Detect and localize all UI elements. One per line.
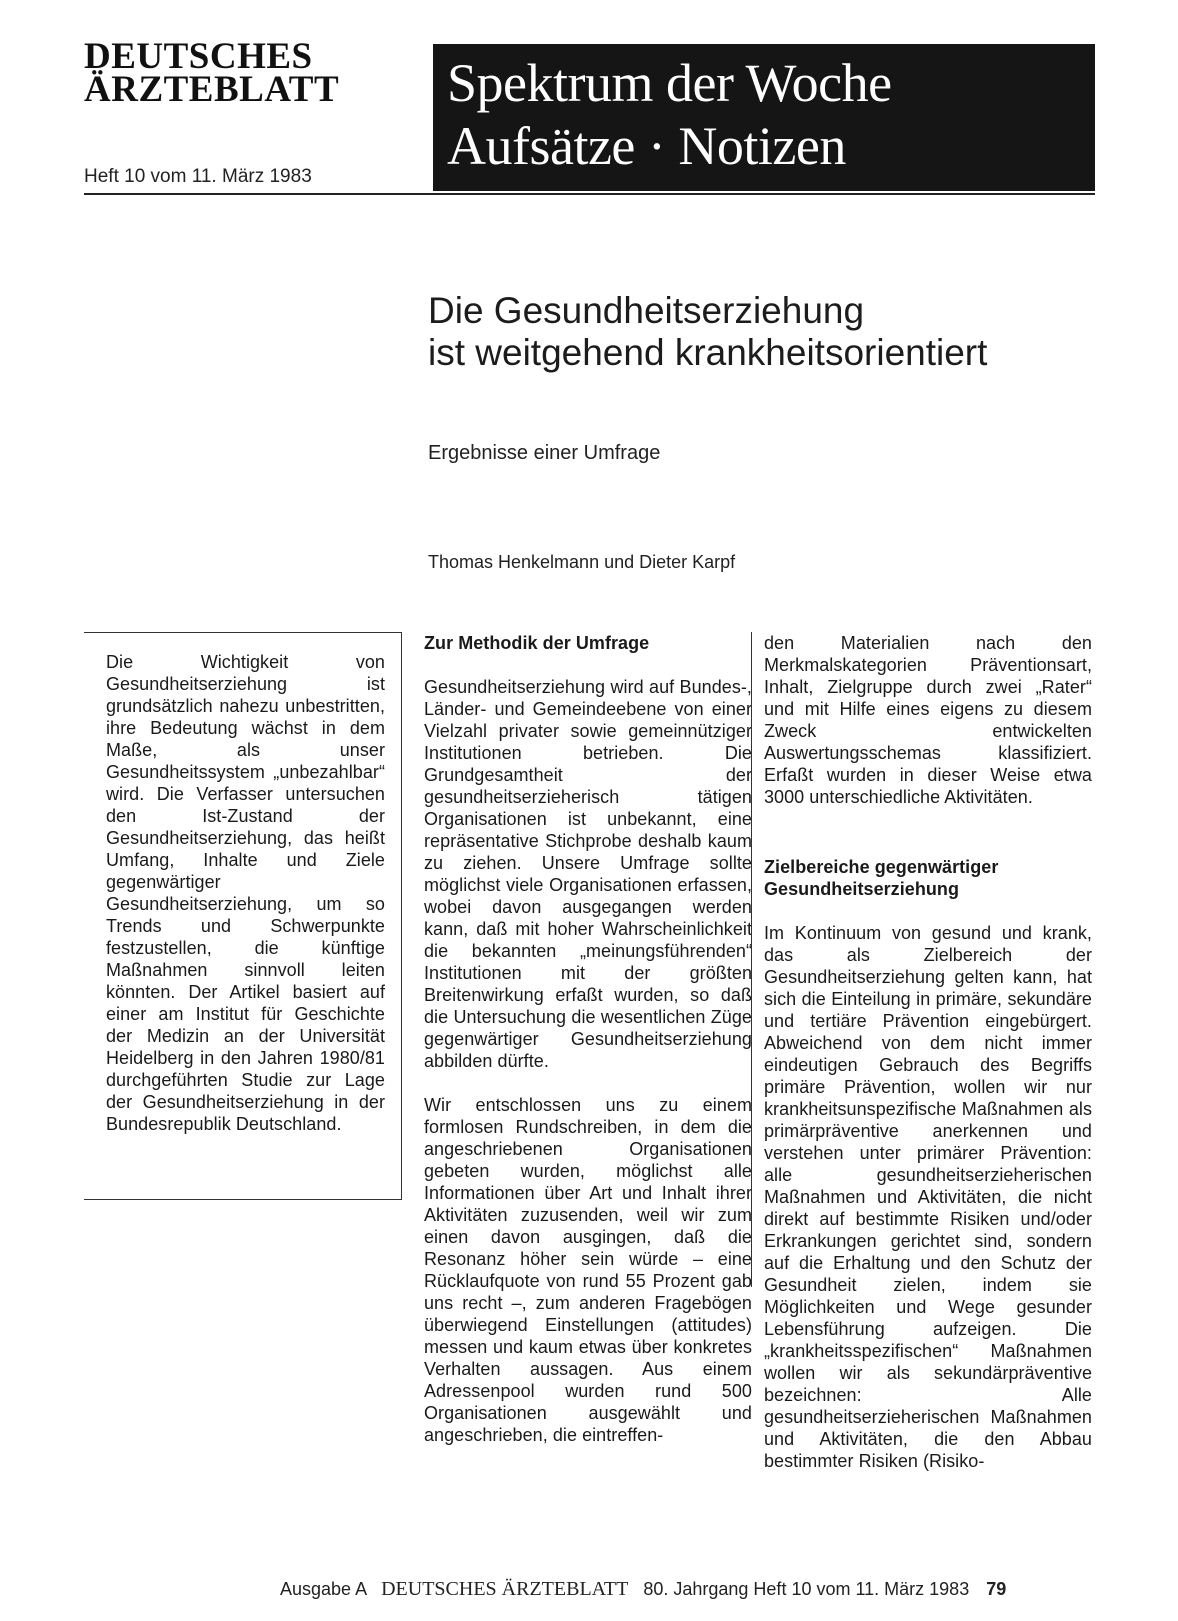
title-line-2: ist weitgehend krankheitsorientiert bbox=[428, 332, 988, 373]
footer-volume: 80. Jahrgang Heft 10 vom 11. März 1983 bbox=[643, 1579, 970, 1599]
article-authors: Thomas Henkelmann und Dieter Karpf bbox=[428, 552, 736, 572]
masthead-line-2: ÄRZTEBLATT bbox=[84, 69, 340, 110]
paragraph-targets-1: Im Kontinuum von gesund und krank, das als Zielbereich der Gesundheitserziehung gelten kann, hat sich die Einteilung in primäre, sekundäre und tertiäre Prävention eingebürgert. Abweichend von dem nicht immer eindeutigen Gebrauch des Begriffs primäre Prävention, wollen wir nur krankheitsunspezifische Maßnahmen als primärpräventive anerkennen und verstehen unter primärer Prävention: alle gesundheitserzieherischen Maßnahmen und Aktivitäten, die nicht direkt auf bestimmte Risiken und/oder Erkrankungen gerichtet sind, sondern auf die Erhaltung und den Schutz der Gesundheit zielen, indem sie Möglichkeiten und Wege gesunder Lebensführung aufzeigen. Die „krankheitsspezifischen“ Maßnahmen wollen wir als sekundärpräventive bezeichnen: Alle gesundheitserzieherischen Maßnahmen und Aktivitäten, die den Abbau bestimmter Risiken (Risiko- bbox=[764, 923, 1092, 1471]
section-banner bbox=[433, 44, 1095, 191]
page-number: 79 bbox=[986, 1579, 1007, 1599]
footer-journal: DEUTSCHES ÄRZTEBLATT bbox=[381, 1578, 629, 1600]
page-footer bbox=[280, 1578, 1102, 1601]
section-title: Spektrum der Woche bbox=[447, 53, 892, 113]
section-heading-targets: Zielbereiche gegenwärtiger Gesundheitserziehung bbox=[764, 857, 999, 899]
masthead-line-1: DEUTSCHES bbox=[84, 36, 313, 77]
text-column-middle bbox=[424, 632, 752, 1446]
journal-masthead bbox=[84, 36, 340, 110]
issue-date: Heft 10 vom 11. März 1983 bbox=[84, 166, 312, 187]
header-rule bbox=[84, 193, 1095, 195]
paragraph-method-3: den Materialien nach den Merkmalskategorien Präventionsart, Inhalt, Zielgruppe durch zwei „Rater“ und mit Hilfe eines eigens zu diesem Zweck entwickelten Auswertungsschemas klassifiziert. Erfaßt wurden in dieser Weise etwa 3000 unterschiedliche Aktivitäten. bbox=[764, 633, 1092, 807]
paragraph-method-1: Gesundheitserziehung wird auf Bundes-, Länder- und Gemeindeebene von einer Vielzahl privater sowie gemeinnütziger Institutionen betrieben. Die Grundgesamtheit der gesundheitserzieherisch tätigen Organisationen ist unbekannt, eine repräsentative Stichprobe deshalb kaum zu ziehen. Unsere Umfrage sollte möglichst viele Organisationen erfassen, wobei davon ausgegangen werden kann, daß mit hoher Wahrscheinlichkeit die bekannten „meinungsführenden“ Institutionen mit der größten Breitenwirkung erfaßt wurden, so daß die Untersuchung die wesentlichen Züge gegenwärtiger Gesundheitserziehung abbilden dürfte. bbox=[424, 677, 752, 1071]
footer-edition: Ausgabe A bbox=[280, 1579, 367, 1599]
abstract-box bbox=[84, 632, 402, 1200]
paragraph-method-2: Wir entschlossen uns zu einem formlosen Rundschreiben, in dem die angeschriebenen Organisationen gebeten wurden, möglichst alle Informationen über Art und Inhalt ihrer Aktivitäten zuzusenden, weil wir zum einen davon ausgingen, daß die Resonanz höher sein würde – eine Rücklaufquote von rund 55 Prozent gab uns recht –, zum anderen Fragebögen überwiegend Einstellungen (attitudes) messen und kaum etwas über konkretes Verhalten aussagen. Aus einem Adressenpool wurden rund 500 Organisationen ausgewählt und angeschrieben, die eintreffen- bbox=[424, 1095, 752, 1445]
text-column-right bbox=[764, 632, 1092, 1472]
article-title bbox=[428, 290, 1108, 374]
section-subtitle: Aufsätze · Notizen bbox=[447, 116, 846, 176]
abstract-text: Die Wichtigkeit von Gesundheitserziehung ist grundsätzlich nahezu unbestritten, ihre Bedeutung wächst in dem Maße, als unser Gesundheitssystem „unbezahlbar“ wird. Die Verfasser untersuchen den Ist-Zustand der Gesundheitserziehung, das heißt Umfang, Inhalte und Ziele gegenwärtiger Gesundheitserziehung, um so Trends und Schwerpunkte festzustellen, die künftige Maßnahmen sinnvoll leiten könnten. Der Artikel basiert auf einer am Institut für Geschichte der Medizin an der Universität Heidelberg in den Jahren 1980/81 durchgeführten Studie zur Lage der Gesundheitserziehung in der Bundesrepublik Deutschland. bbox=[106, 652, 385, 1134]
section-heading-method: Zur Methodik der Umfrage bbox=[424, 633, 650, 653]
title-line-1: Die Gesundheitserziehung bbox=[428, 290, 865, 331]
column-divider bbox=[751, 632, 752, 1287]
article-subtitle: Ergebnisse einer Umfrage bbox=[428, 442, 661, 464]
